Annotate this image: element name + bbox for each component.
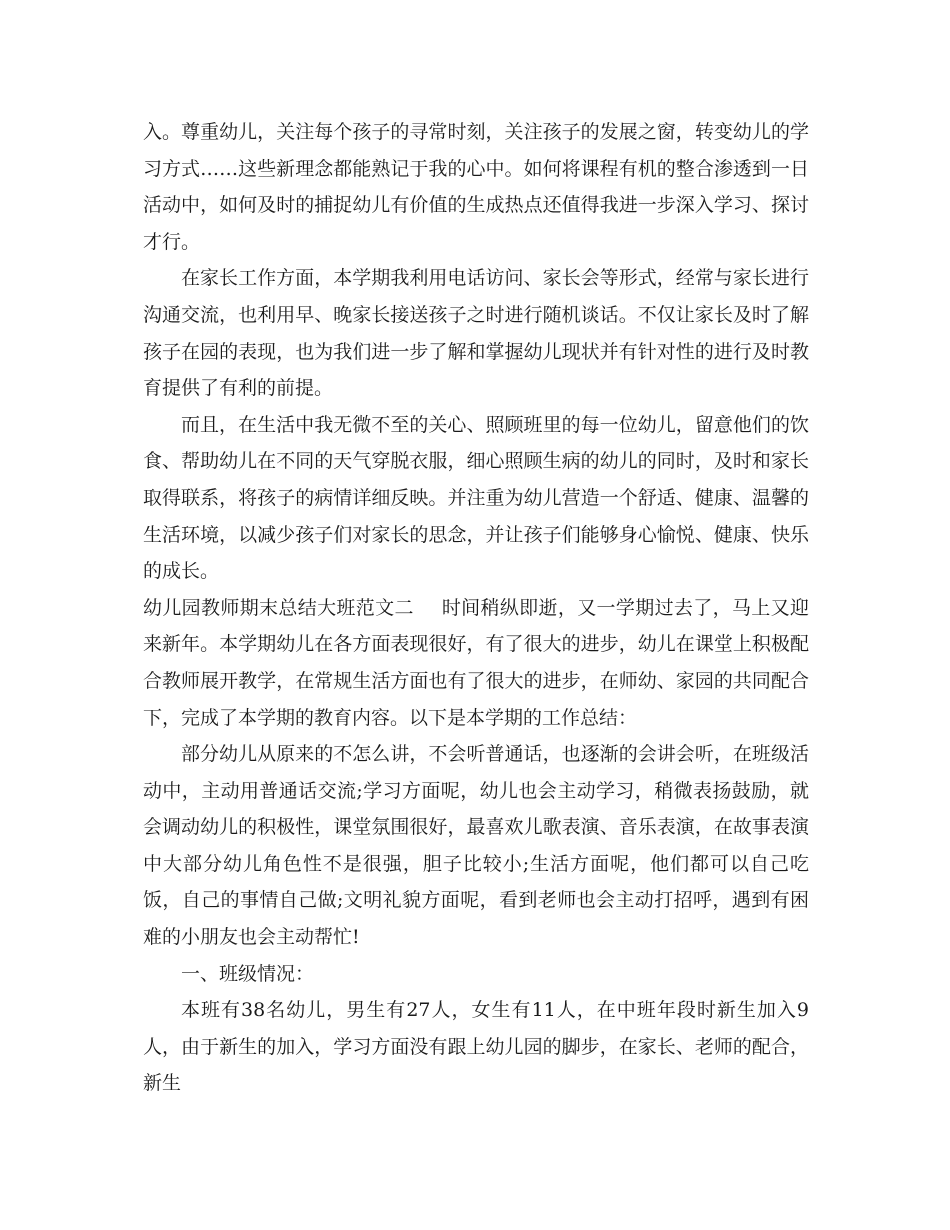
- paragraph-6: 一、班级情况：: [181, 962, 315, 985]
- document-body: [143, 114, 809, 1102]
- section-heading-line: [143, 590, 809, 736]
- paragraph-1: 入。尊重幼儿，关注每个孩子的寻常时刻，关注孩子的发展之窗，转变幼儿的学习方式……这些新理念都能熟记于我的心中。如何将课程有机的整合渗透到一日活动中，如何及时的捕捉幼儿有价值的生成热点还值得我进一步深入学习、探讨才行。: [143, 121, 809, 253]
- paragraph-2: 在家长工作方面，本学期我利用电话访问、家长会等形式，经常与家长进行沟通交流，也利用早、晚家长接送孩子之时进行随机谈话。不仅让家长及时了解孩子在园的表现，也为我们进一步了解和掌握幼儿现状并有针对性的进行及时教育提供了有利的前提。: [143, 267, 809, 400]
- section-title: 幼儿园教师期末总结大班范文二: [143, 596, 414, 619]
- paragraph-3: 而且，在生活中我无微不至的关心、照顾班里的每一位幼儿，留意他们的饮食、帮助幼儿在不同的天气穿脱衣服，细心照顾生病的幼儿的同时，及时和家长取得联系，将孩子的病情详细反映。并注重为幼儿营造一个舒适、健康、温馨的生活环境，以减少孩子们对家长的思念，并让孩子们能够身心愉悦、健康、快乐的成长。: [143, 413, 809, 583]
- paragraph-5: 部分幼儿从原来的不怎么讲，不会听普通话，也逐渐的会讲会听，在班级活动中，主动用普通话交流;学习方面呢，幼儿也会主动学习，稍微表扬鼓励，就会调动幼儿的积极性，课堂氛围很好，最喜欢儿歌表演、音乐表演，在故事表演中大部分幼儿角色性不是很强，胆子比较小;生活方面呢，他们都可以自己吃饭，自己的事情自己做;文明礼貌方面呢，看到老师也会主动打招呼，遇到有困难的小朋友也会主动帮忙!: [143, 743, 809, 949]
- paragraph-7: 本班有38名幼儿，男生有27人，女生有11人，在中班年段时新生加入9人，由于新生的加入，学习方面没有跟上幼儿园的脚步，在家长、老师的配合，新生: [143, 999, 809, 1095]
- section-intro: 时间稍纵即逝，又一学期过去了，马上又迎来新年。本学期幼儿在各方面表现很好，有了很大的进步，幼儿在课堂上积极配合教师展开教学，在常规生活方面也有了很大的进步，在师幼、家园的共同配合下，完成了本学期的教育内容。以下是本学期的工作总结：: [143, 596, 809, 729]
